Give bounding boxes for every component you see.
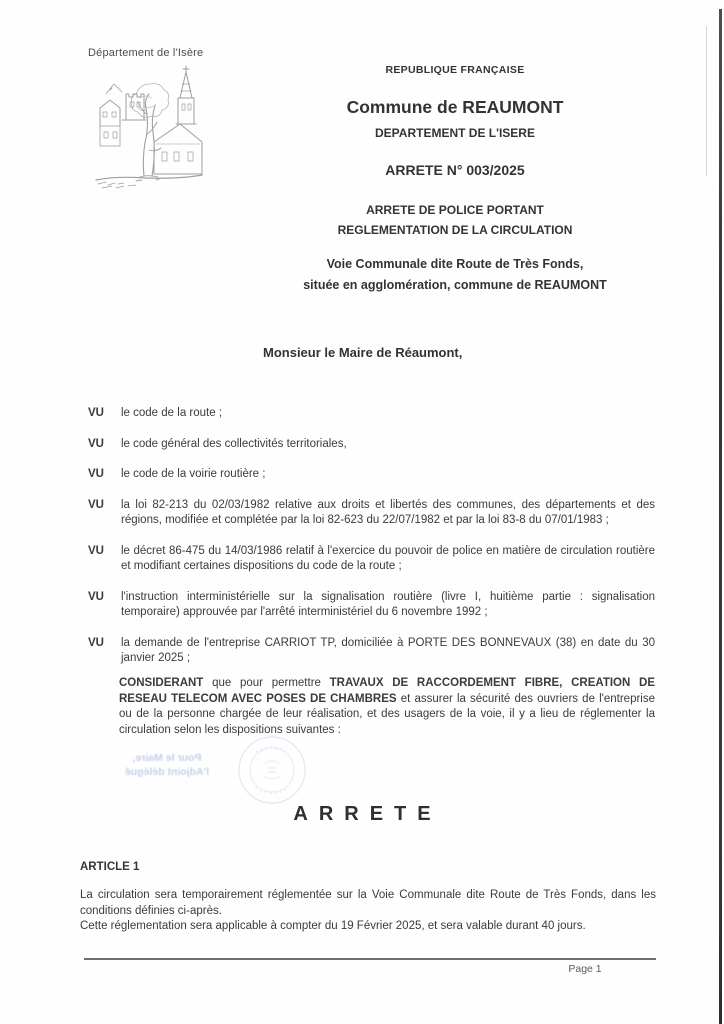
republique-francaise-title: REPUBLIQUE FRANÇAISE	[385, 64, 525, 76]
considerant-keyword: CONSIDERANT	[119, 677, 204, 689]
article-1-heading: ARTICLE 1	[80, 861, 140, 873]
vu-label: VU	[88, 636, 104, 649]
article-1-paragraph-2: Cette réglementation sera applicable à compter du 19 Février 2025, et sera valable durant 40 jours.	[80, 920, 586, 932]
vu-text: la demande de l'entreprise CARRIOT TP, domiciliée à PORTE DES BONNEVAUX (38) en date du 30 janvier 2025 ;	[121, 636, 655, 664]
location-line-1: Voie Communale dite Route de Très Fonds,	[326, 257, 584, 271]
village-church-sketch-icon	[92, 64, 206, 192]
arrete-subject	[255, 200, 655, 240]
footer-divider	[84, 958, 656, 960]
vu-clause	[88, 636, 655, 667]
considerant-text-a: que pour permettre	[203, 677, 330, 689]
considerant-text-b: et assurer la sécurité des ouvriers de l'entreprise ou de la personne chargée de leur réalisation, et des usagers de la voie, il y a lieu de réglementer la circulation selon les dispositions suivantes :	[119, 692, 655, 736]
vu-clause	[88, 467, 655, 483]
stamp-signature-showthrough	[112, 751, 222, 779]
vu-label: VU	[88, 544, 104, 557]
stamp-line-1: Pour le Maire,	[132, 752, 202, 764]
vu-label: VU	[88, 468, 104, 480]
vu-clause	[88, 437, 655, 453]
vu-label: VU	[88, 590, 104, 603]
vu-text: le code général des collectivités territoriales,	[121, 437, 347, 450]
vu-clause-list	[88, 406, 655, 682]
vu-label: VU	[88, 437, 104, 450]
vu-clause	[88, 498, 655, 529]
vu-clause	[88, 590, 655, 621]
vu-clause	[88, 406, 655, 422]
subject-line-2: REGLEMENTATION DE LA CIRCULATION	[337, 223, 573, 237]
vu-label: VU	[88, 498, 104, 511]
scan-edge-shadow	[719, 9, 722, 1024]
considerant-paragraph	[119, 676, 655, 738]
arrete-main-heading: ARRETE	[293, 803, 442, 825]
page-number: Page 1	[568, 963, 602, 975]
article-1-body	[80, 888, 656, 935]
commune-title: Commune de REAUMONT	[346, 97, 564, 117]
vu-text: la loi 82-213 du 02/03/1982 relative aux droits et libertés des communes, des départements et des régions, modifiée et complétée par la loi 82-623 du 22/07/1982 et par la loi 83-8 du 07/01/1983 ;	[121, 498, 655, 526]
vu-clause	[88, 544, 655, 575]
vu-text: le code de la voirie routière ;	[121, 468, 266, 480]
article-1-paragraph-1: La circulation sera temporairement réglementée sur la Voie Communale dite Route de Très Fonds, dans les conditions définies ci-après.	[80, 889, 656, 917]
departement-subtitle: DEPARTEMENT DE L'ISERE	[375, 126, 535, 140]
vu-label: VU	[88, 407, 104, 419]
vu-text: le décret 86-475 du 14/03/1986 relatif à l'exercice du pouvoir de police en matière de circulation routière et modifiant certaines dispositions du code de la route ;	[121, 544, 655, 572]
arrete-number: ARRETE N° 003/2025	[385, 162, 525, 178]
scan-edge-faint-line	[706, 26, 707, 176]
vu-text: l'instruction interministérielle sur la signalisation routière (livre I, huitième partie : signalisation temporaire) approuvée par l'arrêté interministériel du 6 novembre 1992 ;	[121, 590, 655, 618]
considerant-works: TRAVAUX DE RACCORDEMENT FIBRE, CREATION DE RESEAU TELECOM AVEC POSES DE CHAMBRES	[119, 677, 655, 705]
location-line-2: située en agglomération, commune de REAUMONT	[303, 278, 607, 292]
stamp-line-2: l'Adjoint délégué	[124, 766, 210, 778]
vu-text: le code de la route ;	[121, 407, 223, 419]
department-label: Département de l'Isère	[88, 47, 204, 59]
mayor-stamp-showthrough-icon	[236, 734, 308, 806]
salutation-line: Monsieur le Maire de Réaumont,	[263, 345, 463, 360]
road-location	[255, 254, 655, 296]
subject-line-1: ARRETE DE POLICE PORTANT	[366, 203, 544, 217]
